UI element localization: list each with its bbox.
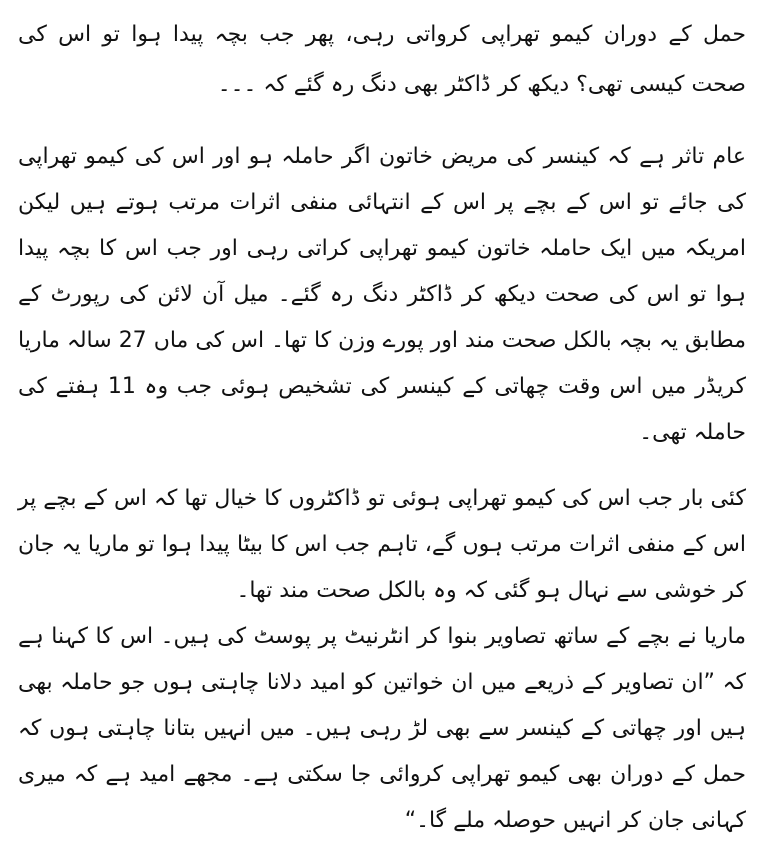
article-paragraph-2: کئی بار جب اس کی کیمو تھراپی ہوئی تو ڈاکٹروں کا خیال تھا کہ اس کے بچے پر اس کے منفی اثرات مرتب ہوں گے، تاہم جب اس کا بیٹا پیدا ہوا تو ماریا یہ جان کر خوشی سے نہال ہو گئی کہ وہ بالکل صحت مند تھا۔ (18, 486, 746, 603)
article-paragraph-3: ماریا نے بچے کے ساتھ تصاویر بنوا کر انٹرنیٹ پر پوسٹ کی ہیں۔ اس کا کہنا ہے کہ ”ان تصاویر کے ذریعے میں ان خواتین کو امید دلانا چاہتی ہوں جو حاملہ بھی ہیں اور چھاتی کے کینسر سے بھی لڑ رہی ہیں۔ میں انہیں بتانا چاہتی ہوں کہ حمل کے دوران بھی کیمو تھراپی کروائی جا سکتی ہے۔ مجھے امید ہے کہ میری کہانی جان کر انہیں حوصلہ ملے گا۔“ (18, 624, 746, 833)
article-headline: حمل کے دوران کیمو تھراپی کرواتی رہی، پھر جب بچہ پیدا ہوا تو اس کی صحت کیسی تھی؟ دیکھ کر ڈاکٹر بھی دنگ رہ گئے کہ ۔۔۔ (18, 22, 746, 97)
article-paragraph-1: عام تاثر ہے کہ کینسر کی مریض خاتون اگر حاملہ ہو اور اس کی کیمو تھراپی کی جائے تو اس کے بچے پر اس کے انتہائی منفی اثرات مرتب ہوتے ہیں لیکن امریکہ میں ایک حاملہ خاتون کیمو تھراپی کراتی رہی اور جب اس کا بچہ پیدا ہوا تو اس کی صحت دیکھ کر ڈاکٹر دنگ رہ گئے۔ میل آن لائن کی رپورٹ کے مطابق یہ بچہ بالکل صحت مند اور پورے وزن کا تھا۔ اس کی ماں 27 سالہ ماریا کریڈر میں اس وقت چھاتی کے کینسر کی تشخیص ہوئی جب وہ 11 ہفتے کی حاملہ تھی۔ (18, 144, 747, 445)
